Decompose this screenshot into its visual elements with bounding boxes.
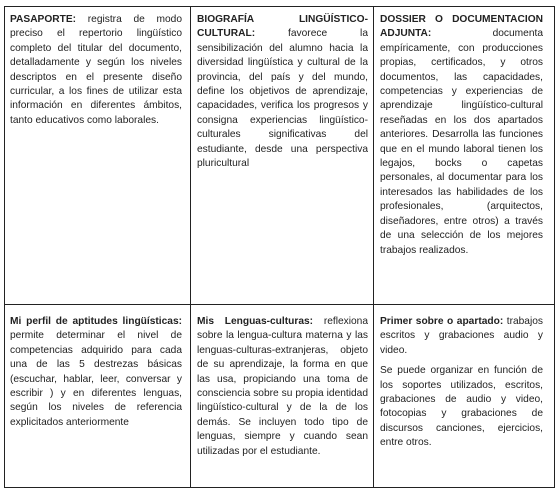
cell-perfil-aptitudes: [10, 312, 182, 488]
cell-heading: PASAPORTE:: [10, 14, 77, 25]
cell-text: favorece la sensibilización del alumno hacia la diversidad lingüística y cultural de la provincia, del país y del mundo, define los objetivos de aprendizaje, capacidades, verifica los progresos y consigna experiencias lingüístico-culturales significativas del estudiante, desde una perspectiva pluricultural: [197, 28, 368, 170]
table-border-top: [4, 6, 555, 7]
table-column-divider-2: [373, 6, 374, 488]
cell-paragraph: [197, 13, 368, 171]
cell-lenguas-culturas: [197, 312, 368, 488]
cell-text: permite determinar el nivel de competencias adquirido para cada una de las 5 destrezas básicas (escuchar, hablar, leer, conversar y escribir ) y en diferentes lenguas, según los niveles de referencia explicitados anteriormente: [10, 330, 182, 428]
cell-primer-sobre: [380, 312, 543, 488]
table-column-divider-1: [190, 6, 191, 488]
cell-paragraph: [10, 315, 182, 430]
cell-text: documenta empíricamente, con producciones propias, certificados, y otros documentos, las capacidades, competencias y experiencias de aprendizaje lingüístico-cultural reseñadas en los dos apartados anteriores. Desarrolla las funciones que en el mundo laboral tienen los legajos, bocks o capetas personales, al documentar para los interesados las habilidades de los profesionales, (arquitectos, diseñadores, entre otros) a través de una selección de los mejores trabajos realizados.: [380, 28, 543, 256]
cell-heading: BIOGRAFÍA LINGÜÍSTICO-CULTURAL:: [197, 14, 368, 40]
cell-text: trabajos escritos y grabaciones audio y video.: [380, 316, 543, 356]
cell-heading: Mis Lenguas-culturas:: [197, 316, 314, 327]
cell-heading: DOSSIER O DOCUMENTACION ADJUNTA:: [380, 14, 543, 40]
cell-heading: Mi perfil de aptitudes lingüísticas:: [10, 316, 182, 327]
cell-heading: Primer sobre o apartado:: [380, 316, 504, 327]
cell-paragraph: [10, 13, 182, 128]
cell-text: reflexiona sobre la lengua-cultura materna y las lenguas-culturas-extranjeras, objeto de su aprendizaje, la forma en que las usa, propiciando una toma de consciencia sobre su propia identidad lingüístico-cultural y de la de los demás. Se incluyen todo tipo de lenguas, siempre y cuando sean utilizadas por el estudiante.: [197, 316, 368, 457]
cell-pasaporte: [10, 10, 182, 300]
cell-text: registra de modo preciso el repertorio lingüístico completo del titular del documento, detalladamente y según los niveles descriptos en el presente diseño curricular, a los fines de utilizar esta información en diferentes ámbitos, tanto educativos como laborales.: [10, 14, 182, 126]
cell-biografia: [197, 10, 368, 300]
cell-paragraph: [380, 13, 543, 258]
table-row-divider: [4, 304, 555, 305]
cell-paragraph: Se puede organizar en función de los soportes utilizados, escritos, grabaciones de audio y video, fotocopias y grabaciones de discursos canciones, ejercicios, entre otros.: [380, 365, 543, 449]
cell-paragraph: [380, 315, 543, 358]
cell-paragraph: [197, 315, 368, 459]
table-border-left: [4, 6, 5, 488]
cell-dossier: [380, 10, 543, 300]
table-border-right: [554, 6, 555, 488]
